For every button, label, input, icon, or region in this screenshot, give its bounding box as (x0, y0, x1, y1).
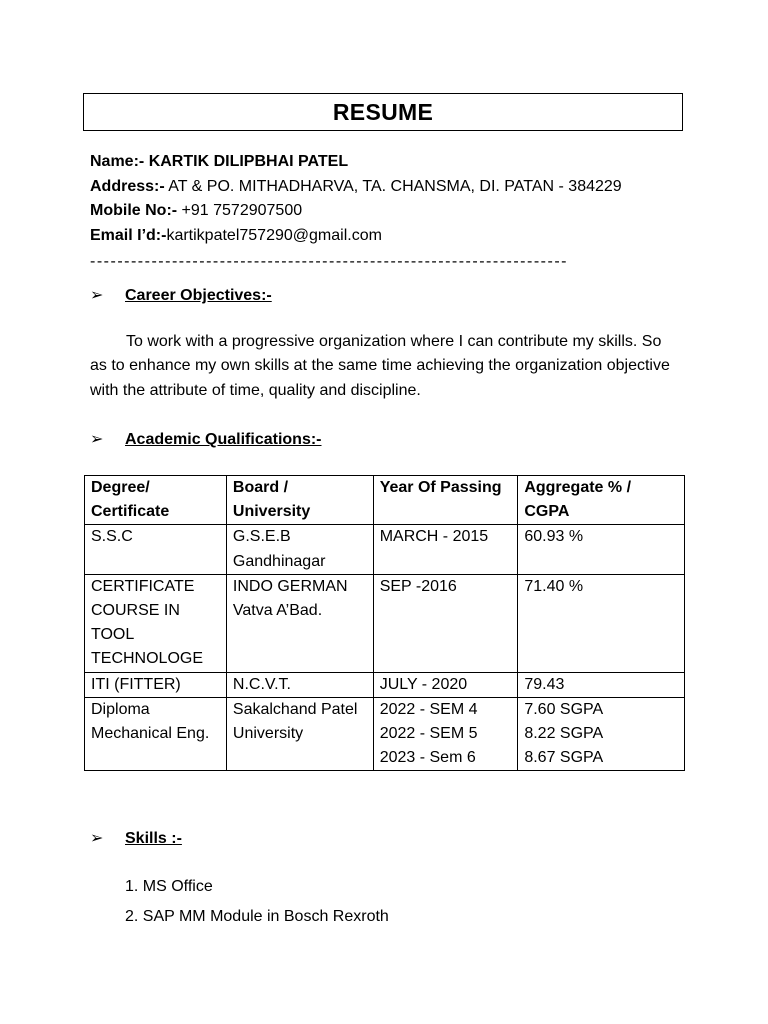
mobile-row (90, 199, 622, 224)
name-row (90, 150, 622, 175)
mobile-label: Mobile No:- (90, 202, 178, 220)
cell-board: N.C.V.T. (226, 672, 373, 697)
career-objectives-heading (90, 285, 272, 305)
table-row (85, 672, 685, 697)
skills-list (125, 872, 389, 932)
cell-aggregate: 79.43 (518, 672, 685, 697)
list-item: 1. MS Office (125, 878, 213, 895)
table-row (85, 574, 685, 672)
cell-degree-text: Diploma Mechanical Eng. (91, 700, 210, 743)
arrowhead-bullet-icon: ➢ (90, 287, 104, 304)
cell-board: INDO GERMAN Vatva A’Bad. (226, 574, 373, 672)
resume-title-box (83, 93, 683, 131)
cell-aggregate: 60.93 % (518, 525, 685, 574)
address-value: AT & PO. MITHADHARVA, TA. CHANSMA, DI. PATAN - 384229 (168, 177, 622, 195)
address-row (90, 175, 622, 200)
name-value: KARTIK DILIPBHAI PATEL (148, 153, 349, 170)
name-label: Name:- (90, 153, 145, 170)
dashed-divider: ---------------------------------------------------------------------- (90, 253, 568, 270)
arrowhead-bullet-icon: ➢ (90, 830, 104, 847)
cell-degree: S.S.C (85, 525, 227, 574)
table-row (85, 697, 685, 771)
skills-heading (90, 828, 182, 848)
cell-degree: CERTIFICATE COURSE IN TOOL TECHNOLOGE (85, 574, 227, 672)
academic-qualifications-heading (90, 429, 322, 449)
cell-year: 2022 - SEM 4 2022 - SEM 5 2023 - Sem 6 (373, 697, 518, 771)
cell-degree (85, 697, 227, 771)
arrowhead-bullet-icon: ➢ (90, 431, 104, 448)
address-label: Address:- (90, 177, 165, 195)
table-header-row (85, 476, 685, 525)
skills-label: Skills :- (125, 830, 182, 847)
career-objectives-body: To work with a progressive organization where I can contribute my skills. So as to enhance my own skills at the same time achieving the organization objective with the attribute of time, quality and discipline. (90, 333, 670, 399)
career-objectives-text (90, 330, 670, 403)
academic-qualifications-table (84, 475, 685, 771)
mobile-value: +91 7572907500 (181, 202, 303, 220)
cell-year: MARCH - 2015 (373, 525, 518, 574)
cell-year: JULY - 2020 (373, 672, 518, 697)
email-value: kartikpatel757290@gmail.com (166, 226, 382, 244)
header-year: Year Of Passing (373, 476, 518, 525)
cell-board: Sakalchand Patel University (226, 697, 373, 771)
cell-board: G.S.E.B Gandhinagar (226, 525, 373, 574)
header-board: Board / University (226, 476, 373, 525)
email-label: Email I’d:- (90, 226, 167, 244)
career-objectives-label: Career Objectives:- (125, 287, 272, 304)
table-row (85, 525, 685, 574)
contact-block (90, 150, 622, 248)
resume-title: RESUME (332, 98, 434, 125)
cell-aggregate: 7.60 SGPA 8.22 SGPA 8.67 SGPA (518, 697, 685, 771)
email-row (90, 224, 622, 249)
cell-degree: ITI (FITTER) (85, 672, 227, 697)
cell-aggregate: 71.40 % (518, 574, 685, 672)
header-degree: Degree/ Certificate (85, 476, 227, 525)
header-aggregate: Aggregate % / CGPA (518, 476, 685, 525)
academic-qualifications-label: Academic Qualifications:- (125, 431, 322, 448)
cell-year: SEP -2016 (373, 574, 518, 672)
list-item: 2. SAP MM Module in Bosch Rexroth (125, 908, 389, 925)
